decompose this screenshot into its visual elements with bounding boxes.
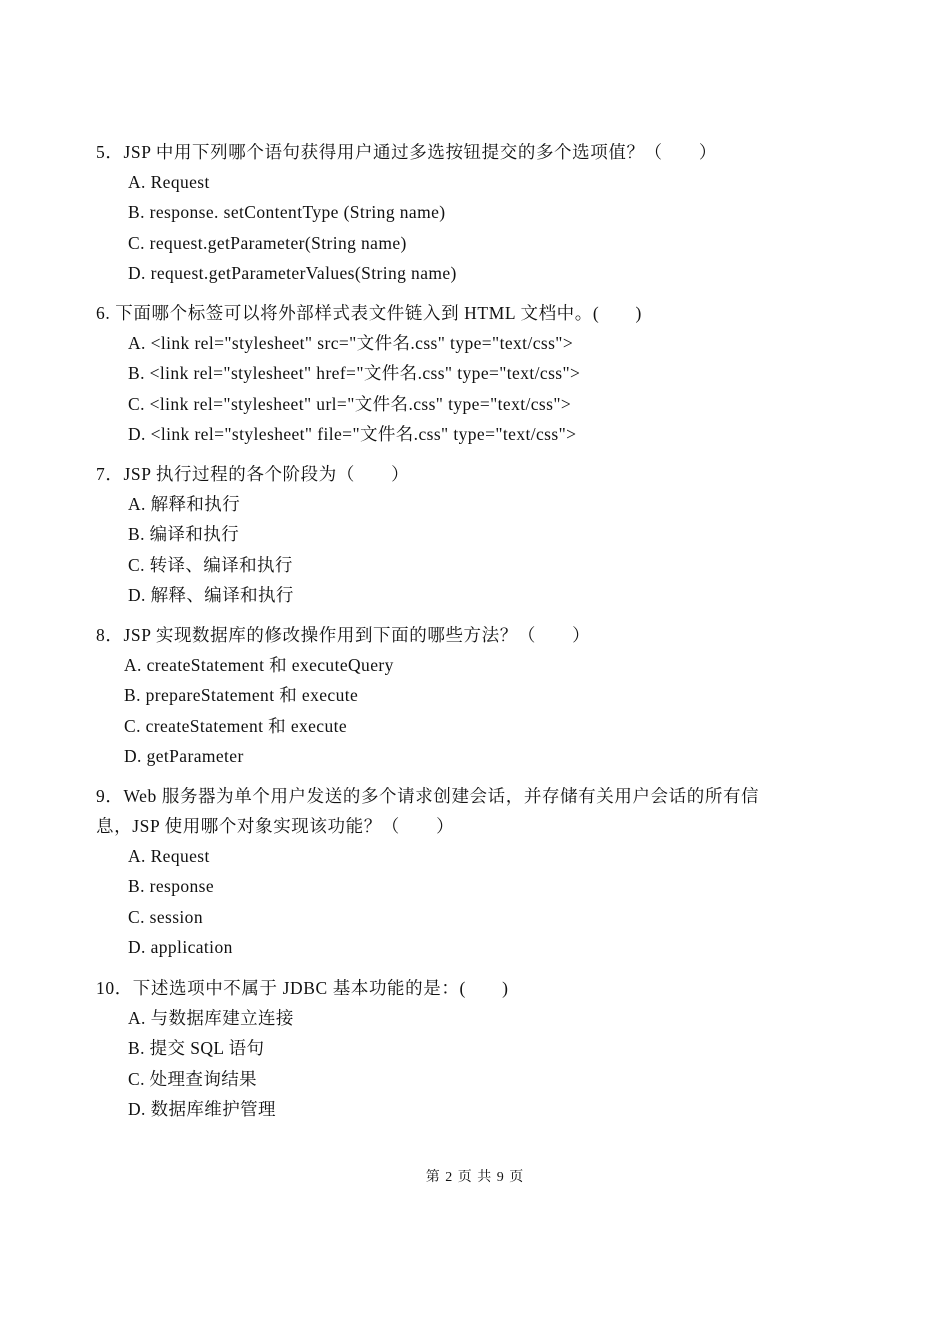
question-stem: 7．JSP 执行过程的各个阶段为（ ） xyxy=(96,464,410,484)
question-stem: 5．JSP 中用下列哪个语句获得用户通过多选按钮提交的多个选项值？（ ） xyxy=(96,142,717,162)
option-c: C. session xyxy=(128,906,203,927)
question-6 xyxy=(96,298,796,450)
question-stem: 10．下述选项中不属于 JDBC 基本功能的是：( ) xyxy=(96,978,509,998)
question-stem: 6. 下面哪个标签可以将外部样式表文件链入到 HTML 文档中。( ) xyxy=(96,303,642,323)
question-stem: 9．Web 服务器为单个用户发送的多个请求创建会话，并存储有关用户会话的所有信息，JSP 使用哪个对象实现该功能？（ ） xyxy=(96,786,760,836)
option-d: D. 解释、编译和执行 xyxy=(128,585,294,606)
option-c: C. createStatement 和 execute xyxy=(124,715,348,736)
option-c: C. <link rel="stylesheet" url="文件名.css" type="text/css"> xyxy=(128,393,572,414)
question-8 xyxy=(96,620,796,772)
question-9 xyxy=(96,781,796,963)
question-stem: 8．JSP 实现数据库的修改操作用到下面的哪些方法？（ ） xyxy=(96,625,591,645)
question-7 xyxy=(96,459,796,611)
option-a: A. createStatement 和 executeQuery xyxy=(124,655,394,675)
option-b: B. <link rel="stylesheet" href="文件名.css" type="text/css"> xyxy=(128,363,581,384)
option-a: A. <link rel="stylesheet" src="文件名.css" type="text/css"> xyxy=(128,333,574,353)
option-b: B. prepareStatement 和 execute xyxy=(124,685,359,706)
option-b: B. 编译和执行 xyxy=(128,524,240,545)
option-d: D. <link rel="stylesheet" file="文件名.css" type="text/css"> xyxy=(128,424,577,445)
option-d: D. application xyxy=(128,937,233,958)
option-d: D. getParameter xyxy=(124,746,244,767)
option-d: D. request.getParameterValues(String name) xyxy=(128,263,457,284)
option-a: A. Request xyxy=(128,846,210,866)
option-b: B. response xyxy=(128,876,215,897)
question-10 xyxy=(96,973,796,1125)
option-c: C. 转译、编译和执行 xyxy=(128,554,293,575)
question-5 xyxy=(96,137,796,289)
option-c: C. request.getParameter(String name) xyxy=(128,232,407,253)
option-a: A. 解释和执行 xyxy=(128,494,241,514)
option-b: B. response. setContentType (String name) xyxy=(128,202,446,223)
option-a: A. 与数据库建立连接 xyxy=(128,1008,294,1028)
option-b: B. 提交 SQL 语句 xyxy=(128,1038,265,1059)
option-d: D. 数据库维护管理 xyxy=(128,1099,276,1120)
page-footer: 第 2 页 共 9 页 xyxy=(425,1170,525,1185)
option-c: C. 处理查询结果 xyxy=(128,1068,258,1089)
option-a: A. Request xyxy=(128,172,210,192)
